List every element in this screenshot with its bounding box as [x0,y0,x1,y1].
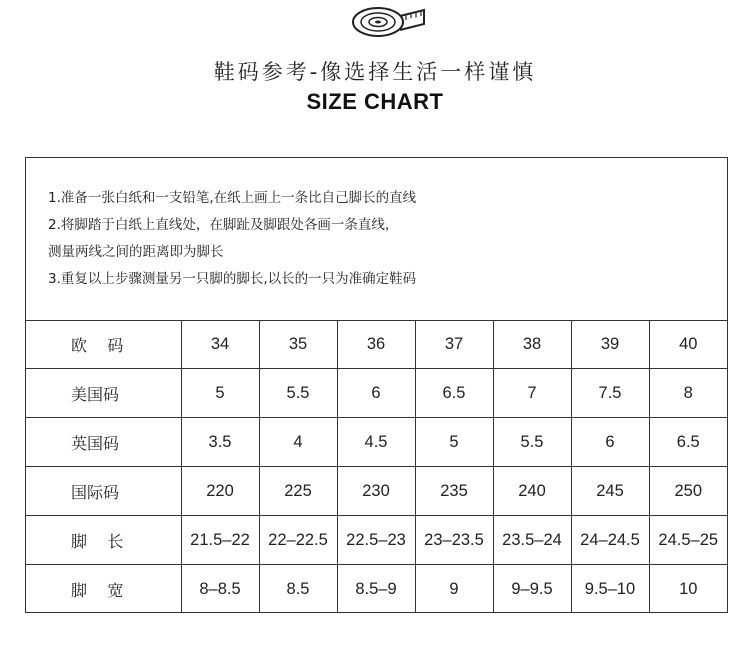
size-table [26,320,727,613]
table-cell: 36 [337,320,415,369]
table-row [26,467,727,516]
table-cell: 5 [181,369,259,418]
table-cell: 4.5 [337,418,415,467]
table-cell: 40 [649,320,727,369]
table-cell: 23.5–24 [493,516,571,565]
table-cell: 39 [571,320,649,369]
table-cell: 6 [337,369,415,418]
row-label: 欧 码 [26,320,181,369]
table-cell: 4 [259,418,337,467]
table-cell: 10 [649,565,727,614]
row-label: 英国码 [26,418,181,467]
row-label: 脚 宽 [26,565,181,614]
table-cell: 9 [415,565,493,614]
table-cell: 5.5 [493,418,571,467]
page-subtitle: SIZE CHART [306,89,444,114]
instruction-line: 1.准备一张白纸和一支铅笔,在纸上画上一条比自己脚长的直线 [48,190,417,206]
instruction-line: 2.将脚踏于白纸上直线处，在脚趾及脚跟处各画一条直线， [48,217,399,233]
table-cell: 23–23.5 [415,516,493,565]
table-cell: 230 [337,467,415,516]
table-cell: 225 [259,467,337,516]
table-cell: 7 [493,369,571,418]
table-row [26,369,727,418]
instruction-line: 3.重复以上步骤测量另一只脚的脚长,以长的一只为准确定鞋码 [48,271,417,287]
table-row [26,418,727,467]
page-title: 鞋码参考-像选择生活一样谨慎 [213,60,537,84]
table-cell: 24–24.5 [571,516,649,565]
table-cell: 220 [181,467,259,516]
table-cell: 5 [415,418,493,467]
table-cell: 6.5 [649,418,727,467]
table-cell: 9.5–10 [571,565,649,614]
table-cell: 6.5 [415,369,493,418]
table-cell: 7.5 [571,369,649,418]
table-cell: 5.5 [259,369,337,418]
table-row [26,320,727,369]
instruction-line: 测量两线之间的距离即为脚长 [48,244,224,260]
table-cell: 38 [493,320,571,369]
table-cell: 22.5–23 [337,516,415,565]
row-label: 脚 长 [26,516,181,565]
table-cell: 37 [415,320,493,369]
table-cell: 8 [649,369,727,418]
table-cell: 9–9.5 [493,565,571,614]
table-cell: 3.5 [181,418,259,467]
table-cell: 8.5 [259,565,337,614]
table-cell: 250 [649,467,727,516]
size-chart [25,157,728,613]
table-cell: 24.5–25 [649,516,727,565]
row-label: 国际码 [26,467,181,516]
table-cell: 8.5–9 [337,565,415,614]
tape-measure-icon [350,4,428,40]
table-cell: 22–22.5 [259,516,337,565]
table-cell: 245 [571,467,649,516]
table-cell: 34 [181,320,259,369]
table-cell: 21.5–22 [181,516,259,565]
measurement-instructions [26,158,727,321]
table-cell: 235 [415,467,493,516]
table-cell: 240 [493,467,571,516]
table-row [26,565,727,614]
row-label: 美国码 [26,369,181,418]
table-cell: 35 [259,320,337,369]
table-row [26,516,727,565]
table-cell: 8–8.5 [181,565,259,614]
table-cell: 6 [571,418,649,467]
